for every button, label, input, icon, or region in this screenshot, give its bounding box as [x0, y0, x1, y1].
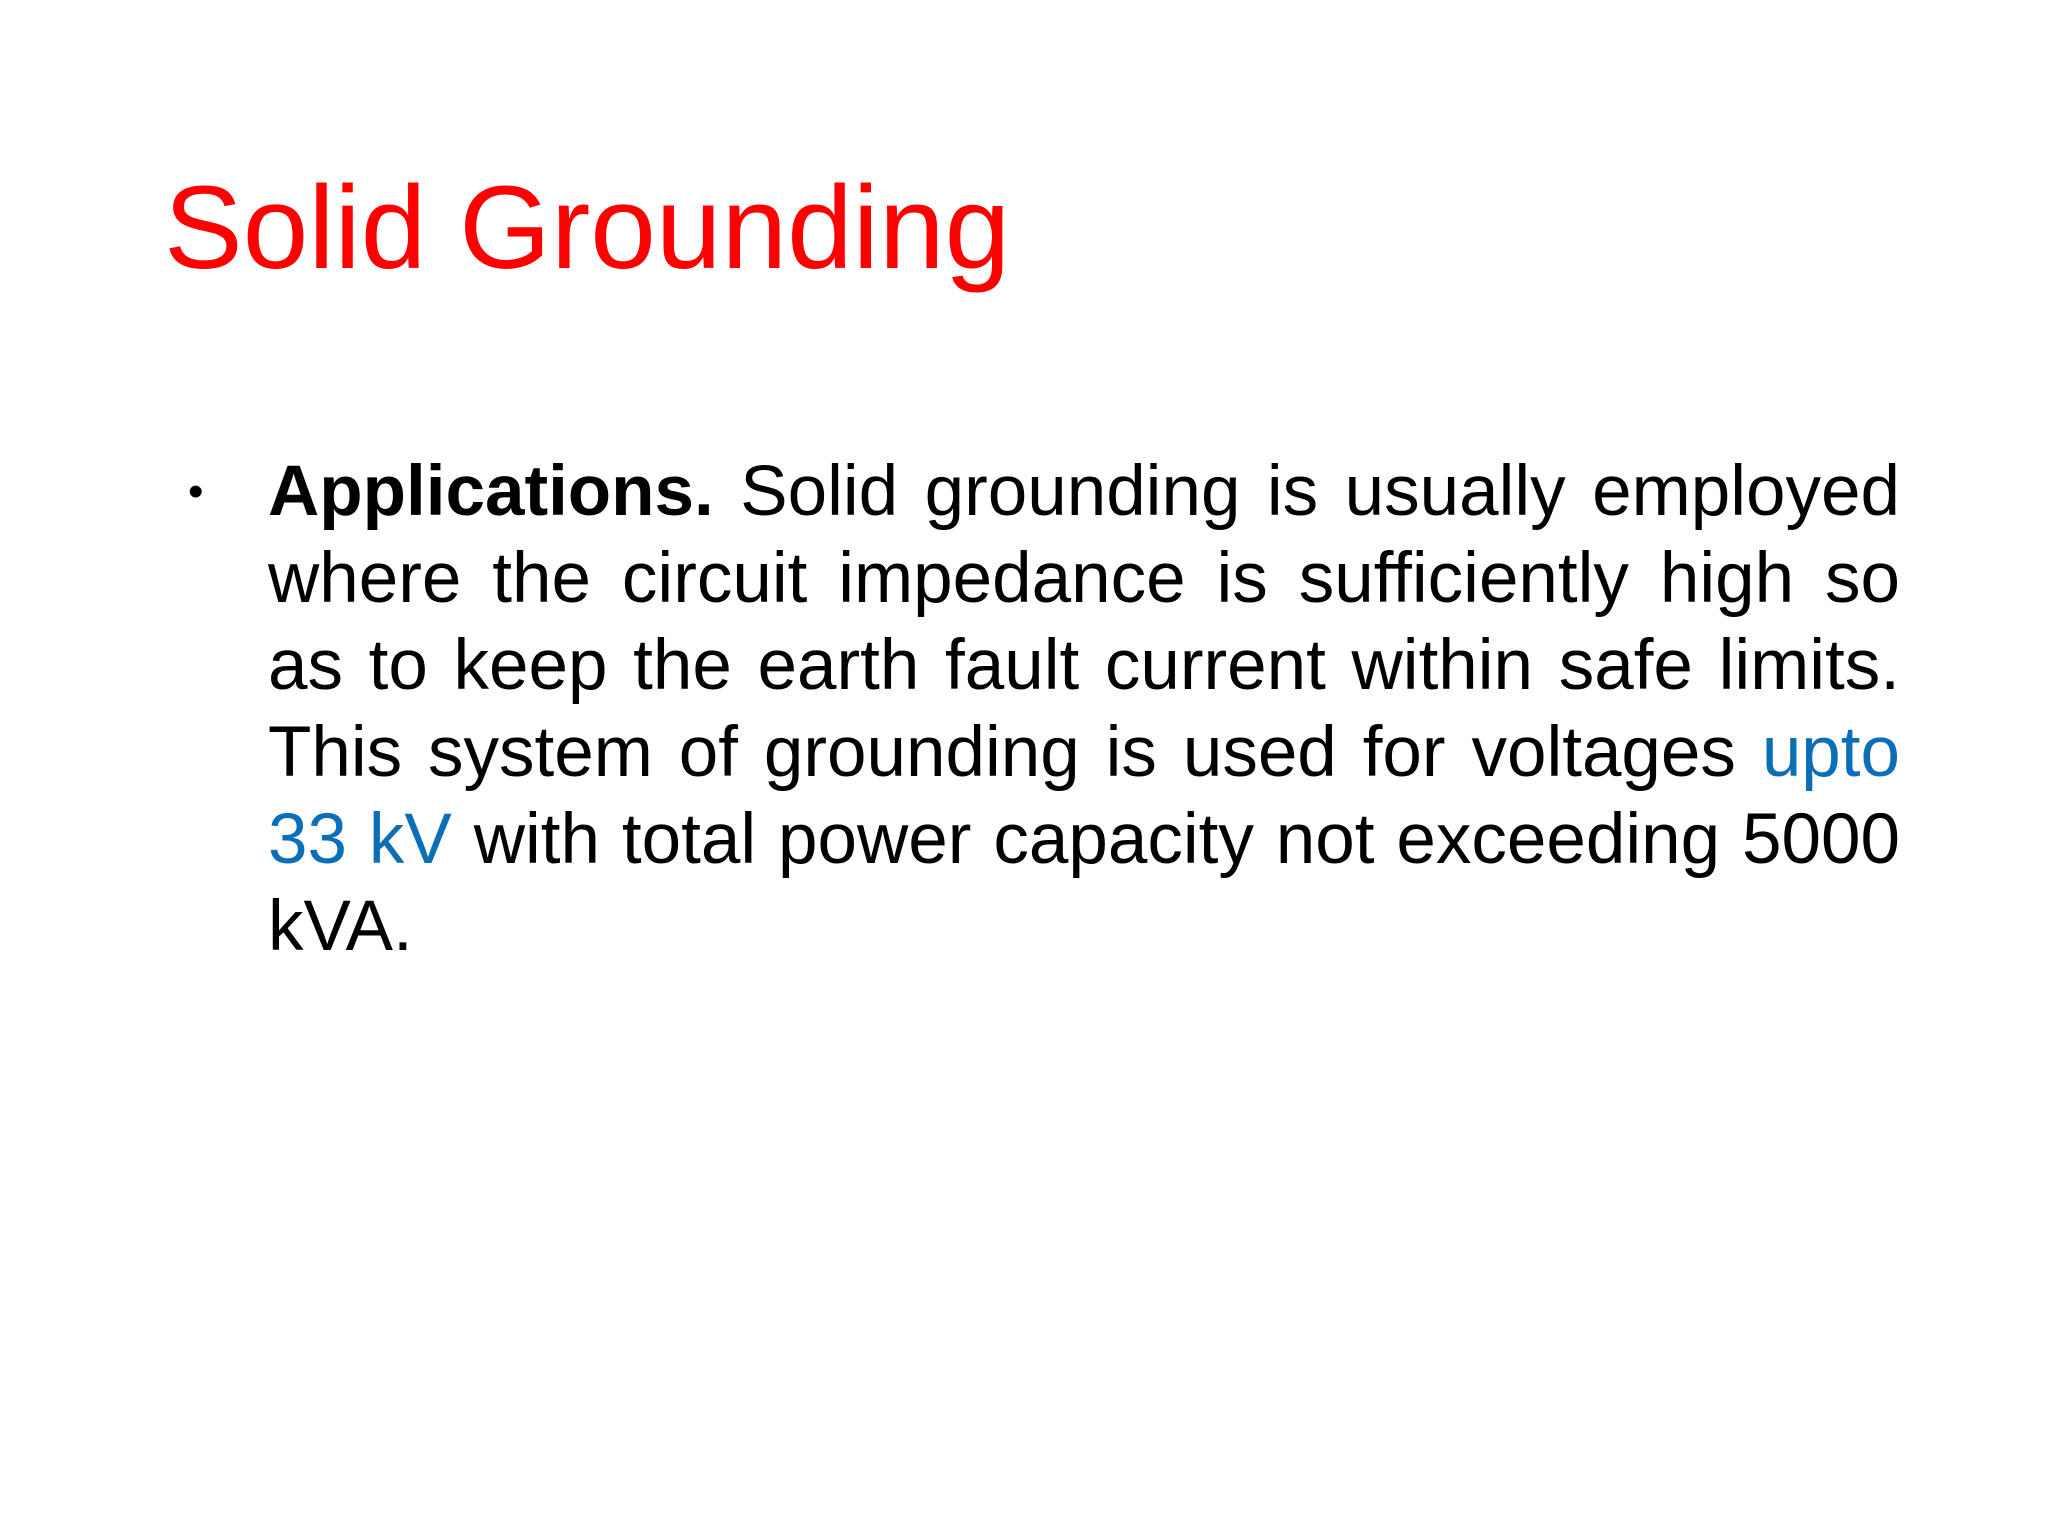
bullet-highlight: upto 33 kV — [268, 713, 1900, 879]
bullet-item — [180, 448, 1900, 970]
bullet-text-end: with total power capacity not exceeding 5000 kVA. — [268, 800, 1900, 966]
bullet-text: Solid grounding is usually employed where the circuit impedance is sufficiently high so as to keep the earth fault current within safe limits. This system of grounding is used for voltages — [268, 452, 1900, 792]
slide-title: Solid Grounding — [164, 162, 1011, 294]
bullet-dot-icon: • — [188, 467, 204, 516]
bullet-list — [180, 448, 1900, 970]
bullet-lead: Applications. — [268, 452, 714, 531]
